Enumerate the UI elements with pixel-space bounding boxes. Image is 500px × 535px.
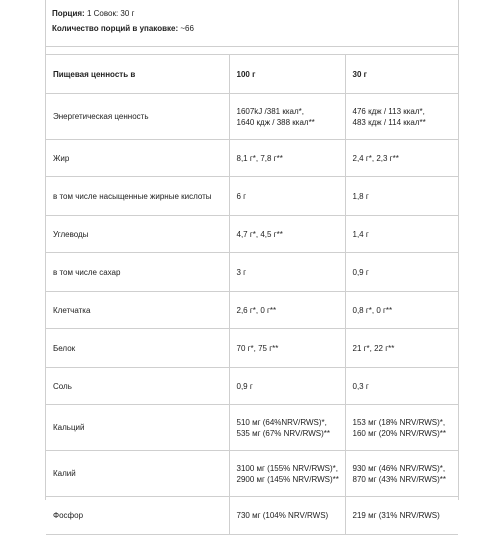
value-line: 153 мг (18% NRV/RWS)*, (352, 417, 446, 427)
nutrient-name: Кальций (46, 405, 229, 451)
value-per-100g (229, 405, 345, 451)
nutrient-name: Соль (46, 368, 229, 405)
table-row (46, 216, 458, 253)
servings-per-package-label: Количество порций в упаковке: (52, 24, 179, 33)
nutrition-table (46, 47, 458, 535)
value-per-30g (345, 292, 458, 329)
value-line: 476 кдж / 113 ккал*, (352, 106, 425, 116)
value-line: 2,4 г*, 2,3 г** (352, 153, 399, 163)
value-line: 535 мг (67% NRV/RWS)** (236, 428, 330, 438)
table-row (46, 177, 458, 216)
servings-per-package-value: ~66 (180, 24, 194, 33)
table-row (46, 94, 458, 140)
value-per-100g (229, 368, 345, 405)
value-per-30g (345, 497, 458, 535)
servings-per-package-line (52, 21, 458, 36)
value-line: 0,9 г (352, 267, 369, 277)
value-per-100g (229, 216, 345, 253)
value-per-30g (345, 405, 458, 451)
serving-size-value: 1 Совок: 30 г (86, 9, 135, 18)
value-line: 70 г*, 75 г** (236, 343, 279, 353)
nutrient-name: в том числе сахар (46, 253, 229, 292)
header-per-30g: 30 г (345, 55, 458, 94)
value-line: 930 мг (46% NRV/RWS)*, (352, 463, 446, 473)
nutrient-name: Фосфор (46, 497, 229, 535)
value-line: 3100 мг (155% NRV/RWS)*, (236, 463, 338, 473)
header-per-100g: 100 г (229, 55, 345, 94)
value-per-30g (345, 253, 458, 292)
value-line: 1,4 г (352, 229, 369, 239)
value-per-30g (345, 177, 458, 216)
table-row (46, 140, 458, 177)
value-line: 483 кдж / 114 ккал** (352, 117, 426, 127)
nutrient-name: Энергетическая ценность (46, 94, 229, 140)
header-nutrient: Пищевая ценность в (46, 55, 229, 94)
value-line: 870 мг (43% NRV/RWS)** (352, 474, 446, 484)
value-line: 1,8 г (352, 191, 369, 201)
value-per-100g (229, 177, 345, 216)
value-line: 160 мг (20% NRV/RWS)** (352, 428, 446, 438)
nutrient-name: Жир (46, 140, 229, 177)
value-per-100g (229, 94, 345, 140)
value-line: 219 мг (31% NRV/RWS) (352, 511, 440, 520)
value-line: 2,6 г*, 0 г** (236, 305, 277, 315)
serving-info (46, 0, 458, 47)
table-row (46, 497, 458, 535)
value-per-30g (345, 216, 458, 253)
nutrient-name: Калий (46, 451, 229, 497)
value-line: 730 мг (104% NRV/RWS) (236, 511, 329, 520)
table-row (46, 451, 458, 497)
nutrient-name: Углеводы (46, 216, 229, 253)
value-per-30g (345, 329, 458, 368)
value-per-30g (345, 368, 458, 405)
serving-size-label: Порция: (52, 9, 85, 18)
value-line: 8,1 г*, 7,8 г** (236, 153, 283, 163)
table-spacer (46, 47, 458, 55)
value-per-30g (345, 94, 458, 140)
value-line: 3 г (236, 267, 247, 277)
value-line: 4,7 г*, 4,5 г** (236, 229, 283, 239)
nutrient-name: Клетчатка (46, 292, 229, 329)
value-per-100g (229, 140, 345, 177)
table-header-row (46, 55, 458, 94)
value-line: 1640 кдж / 388 ккал** (236, 117, 315, 127)
value-per-30g (345, 140, 458, 177)
table-row (46, 368, 458, 405)
table-row (46, 253, 458, 292)
value-line: 1607kJ /381 ккал*, (236, 106, 304, 116)
nutrition-panel (45, 0, 459, 520)
value-line: 21 г*, 22 г** (352, 343, 395, 353)
value-per-100g (229, 451, 345, 497)
table-row (46, 405, 458, 451)
value-line: 0,8 г*, 0 г** (352, 305, 393, 315)
value-line: 0,9 г (236, 381, 253, 391)
value-per-100g (229, 253, 345, 292)
value-per-100g (229, 329, 345, 368)
value-line: 510 мг (64%NRV/RWS)*, (236, 417, 327, 427)
table-row (46, 292, 458, 329)
value-line: 2900 мг (145% NRV/RWS)** (236, 474, 339, 484)
nutrient-name: в том числе насыщенные жирные кислоты (46, 177, 229, 216)
serving-size-line (52, 6, 458, 21)
value-per-100g (229, 497, 345, 535)
value-line: 6 г (236, 191, 247, 201)
value-per-100g (229, 292, 345, 329)
value-line: 0,3 г (352, 381, 369, 391)
value-per-30g (345, 451, 458, 497)
nutrient-name: Белок (46, 329, 229, 368)
table-row (46, 329, 458, 368)
